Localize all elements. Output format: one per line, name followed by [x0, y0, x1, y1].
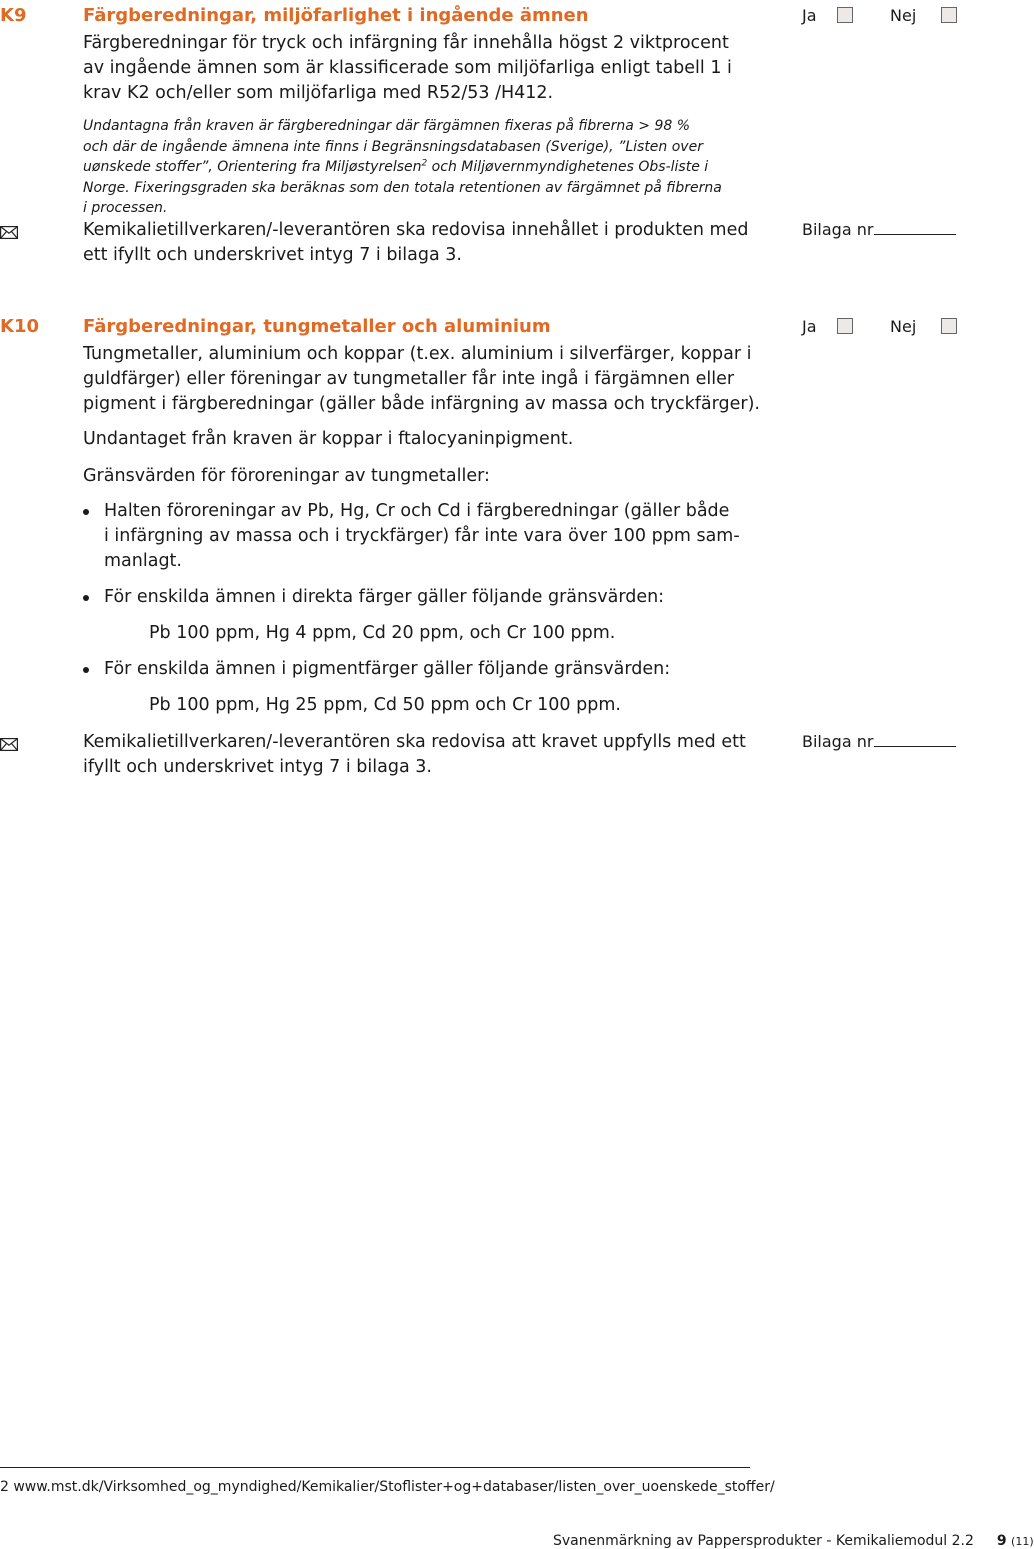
k9-nej-checkbox[interactable]: [941, 7, 957, 27]
k9-ja-checkbox[interactable]: [837, 7, 853, 27]
k10-bullet-line: Halten föroreningar av Pb, Hg, Cr och Cd i färgberedningar (gäller både: [104, 501, 730, 521]
k10-bullet-line: manlagt.: [104, 551, 182, 571]
bullet-icon: [83, 667, 89, 673]
k10-bilaga-label: Bilaga nr: [802, 732, 874, 751]
k10-code: K10: [0, 316, 39, 337]
k9-note-line: i processen.: [83, 200, 168, 216]
k10-bullet-2: För enskilda ämnen i direkta färger gäller följande gränsvärden:: [104, 587, 665, 607]
footnote-divider: [0, 1467, 750, 1468]
k10-exception: Undantaget från kraven är koppar i ftalocyaninpigment.: [83, 429, 574, 449]
k9-ja-label: Ja: [802, 6, 817, 25]
k9-report-line: ett ifyllt och underskrivet intyg 7 i bilaga 3.: [83, 245, 462, 265]
k9-bilaga-field[interactable]: [874, 220, 956, 235]
k10-bilaga: [802, 732, 956, 751]
page-total: (11): [1011, 1535, 1034, 1548]
k10-body-line: pigment i färgberedningar (gäller både infärgning av massa och tryckfärger).: [83, 394, 760, 414]
k9-body-line: krav K2 och/eller som miljöfarliga med R52/53 /H412.: [83, 83, 554, 103]
k9-note-line: Norge. Fixeringsgraden ska beräknas som den totala retentionen av färgämnet på fibrerna: [83, 179, 722, 196]
k9-code: K9: [0, 5, 27, 26]
k10-bilaga-field[interactable]: [874, 732, 956, 747]
k9-note-line: och där de ingående ämnena inte finns i Begränsningsdatabasen (Sverige), ”Listen over: [83, 138, 703, 155]
bullet-icon: [83, 509, 89, 515]
k10-bullet-2-values: Pb 100 ppm, Hg 4 ppm, Cd 20 ppm, och Cr 100 ppm.: [149, 623, 616, 643]
k9-note-line: Undantagna från kraven är färgberedningar där färgämnen fixeras på fibrerna > 98 %: [83, 118, 691, 134]
k10-report: [83, 730, 746, 780]
page-number: 9: [996, 1533, 1007, 1549]
bullet-icon: [83, 595, 89, 601]
k9-nej-label: Nej: [890, 6, 917, 25]
k10-bullet-1: [104, 499, 740, 574]
footnote: 2 www.mst.dk/Virksomhed_og_myndighed/Kemikalier/Stoflister+og+databaser/listen_over_uoenskede_stoffer/: [0, 1479, 775, 1495]
page-footer: [553, 1533, 1034, 1549]
footer-text: Svanenmärkning av Pappersprodukter - Kemikaliemodul 2.2: [553, 1533, 974, 1549]
k10-nej-checkbox[interactable]: [941, 318, 957, 338]
k9-body-line: Färgberedningar för tryck och infärgning får innehålla högst 2 viktprocent: [83, 33, 729, 53]
k10-bullet-3: För enskilda ämnen i pigmentfärger gäller följande gränsvärden:: [104, 659, 671, 679]
envelope-icon: [0, 736, 18, 755]
k10-report-line: Kemikalietillverkaren/-leverantören ska redovisa att kravet uppfylls med ett: [83, 732, 746, 752]
k9-bilaga-label: Bilaga nr: [802, 220, 874, 239]
k10-title: Färgberedningar, tungmetaller och aluminium: [83, 316, 551, 337]
k10-bullet-3-values: Pb 100 ppm, Hg 25 ppm, Cd 50 ppm och Cr 100 ppm.: [149, 695, 621, 715]
k9-body: [83, 31, 732, 106]
k9-bilaga: [802, 220, 956, 239]
k10-body: [83, 342, 760, 417]
k10-report-line: ifyllt och underskrivet intyg 7 i bilaga 3.: [83, 757, 432, 777]
k9-note-line: uønskede stoffer”, Orientering fra Miljøstyrelsen$^2$ och Miljøvernmyndighetenes Obs-liste i: [83, 158, 709, 175]
k10-limits-intro: Gränsvärden för föroreningar av tungmetaller:: [83, 466, 490, 486]
envelope-icon: [0, 224, 18, 243]
k9-report-line: Kemikalietillverkaren/-leverantören ska redovisa innehållet i produkten med: [83, 220, 749, 240]
k10-body-line: Tungmetaller, aluminium och koppar (t.ex. aluminium i silverfärger, koppar i: [83, 344, 752, 364]
k9-report: [83, 218, 748, 268]
k10-bullet-line: i infärgning av massa och i tryckfärger) får inte vara över 100 ppm sam-: [104, 526, 740, 546]
k10-ja-checkbox[interactable]: [837, 318, 853, 338]
k9-exception-note: [83, 116, 722, 219]
k10-nej-label: Nej: [890, 317, 917, 336]
footnote-ref: 2: [421, 158, 428, 169]
k10-ja-label: Ja: [802, 317, 817, 336]
k9-body-line: av ingående ämnen som är klassificerade som miljöfarliga enligt tabell 1 i: [83, 58, 732, 78]
k9-title: Färgberedningar, miljöfarlighet i ingående ämnen: [83, 5, 589, 26]
k10-body-line: guldfärger) eller föreningar av tungmetaller får inte ingå i färgämnen eller: [83, 369, 735, 389]
